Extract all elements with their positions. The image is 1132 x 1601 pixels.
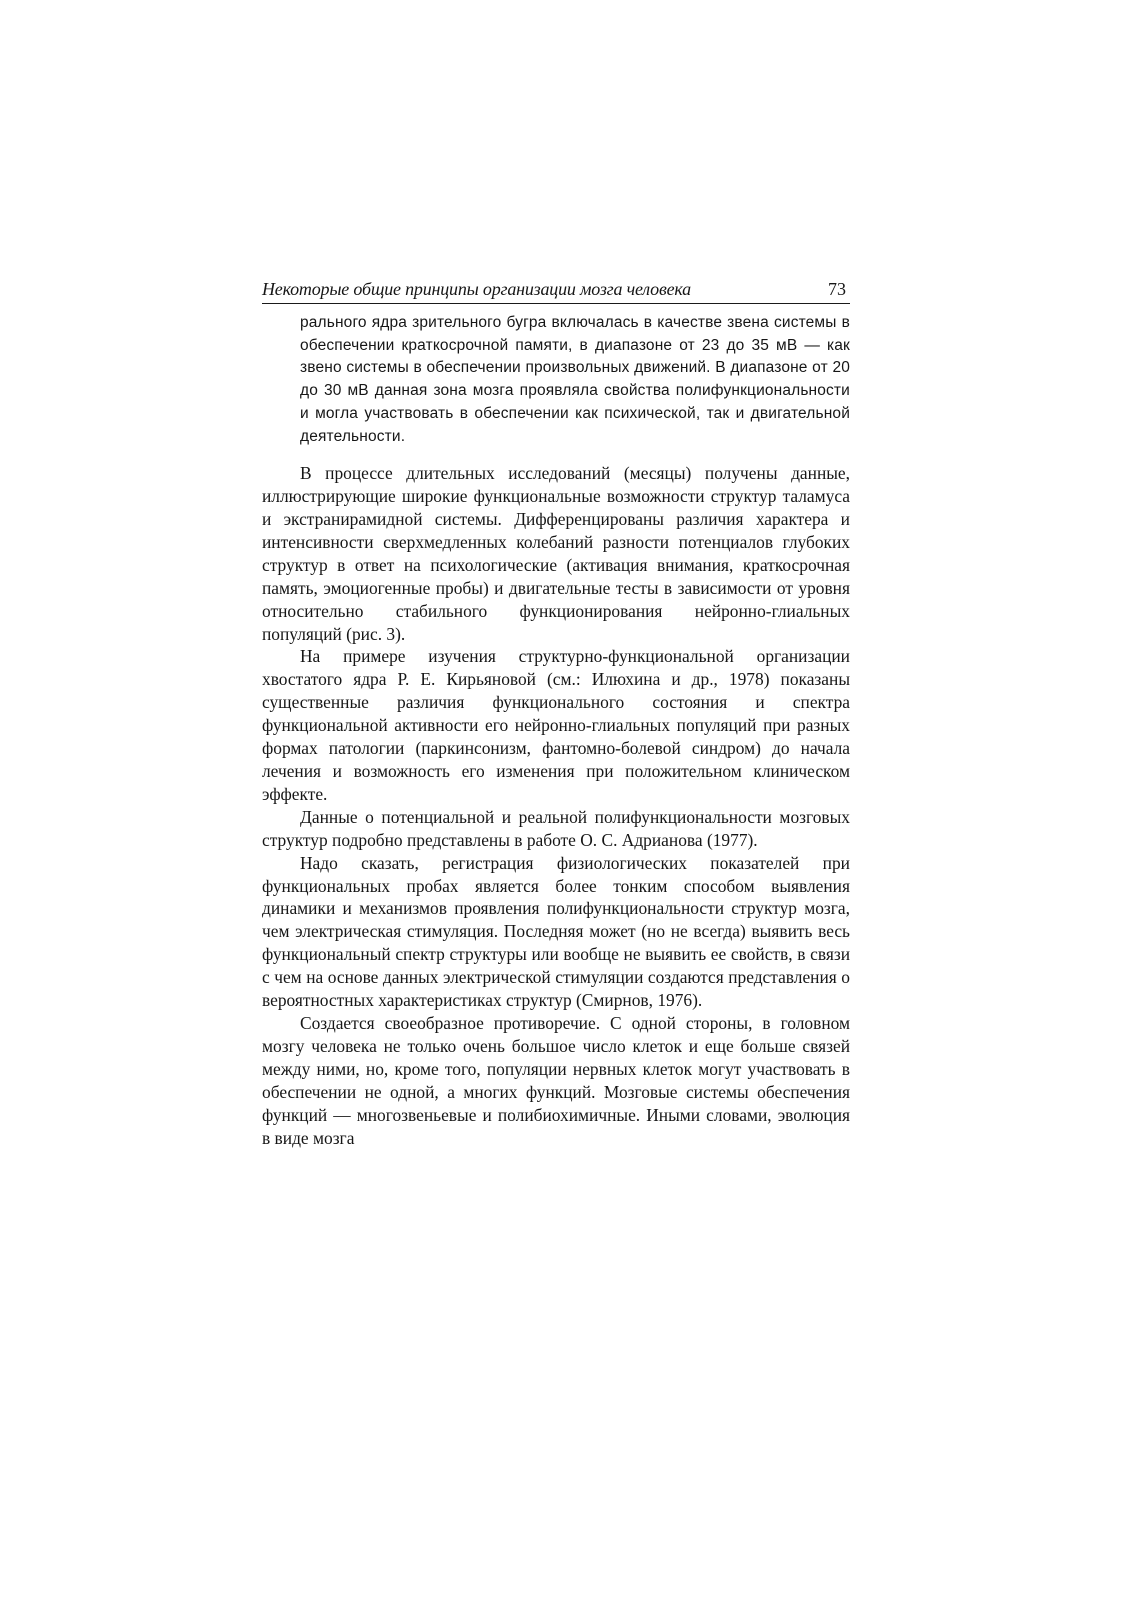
page-number: 73 [828, 279, 846, 299]
paragraph: Надо сказать, регистрация физиологических показателей при функциональных пробах является более тонким способом выявления динамики и механизмов проявления полифункциональности структур мозга, чем электрическая стимуляция. Последняя может (но не всегда) выявить весь функциональный спектр структуры или вообще не выявить ее свойств, в связи с чем на основе данных электрической стимуляции создаются представления о вероятностных характеристиках структур (Смирнов, 1976). [262, 852, 850, 1011]
paragraph: Данные о потенциальной и реальной полифункциональности мозговых структур подробно представлены в работе О. С. Адрианова (1977). [262, 806, 850, 850]
paragraph: На примере изучения структурно-функциональной организации хвостатого ядра Р. Е. Кирьяновой (см.: Илюхина и др., 1978) показаны существенные различия функционального состояния и спектра функциональной активности его нейронно-глиальных популяций при разных формах патологии (паркинсонизм, фантомно-болевой синдром) до начала лечения и возможность его изменения при положительном клиническом эффекте. [262, 646, 850, 804]
body-text [262, 462, 850, 1149]
paragraph: В процессе длительных исследований (месяцы) получены данные, иллюстрирующие широкие функциональные возможности структур таламуса и экстранирамидной системы. Дифференцированы различия характера и интенсивности сверхмедленных колебаний разности потенциалов глубоких структур в ответ на психологические (активация внимания, краткосрочная память, эмоциогенные пробы) и двигательные тесты в зависимости от уровня относительно стабильного функционирования нейронно-глиальных популяций (рис. 3). [262, 463, 850, 644]
running-header [262, 278, 850, 304]
book-page [262, 278, 850, 1149]
paragraph: Создается своеобразное противоречие. С одной стороны, в головном мозгу человека не только очень большое число клеток и еще больше связей между ними, но, кроме того, популяции нервных клеток могут участвовать в обеспечении не одной, а многих функций. Мозговые системы обеспечения функций — многозвеньевые и полибиохимичные. Иными словами, эволюция в виде мозга [262, 1012, 850, 1148]
small-print-excerpt: рального ядра зрительного бугра включалась в качестве звена системы в обеспечении краткосрочной памяти, в диапазоне от 23 до 35 мВ — как звено системы в обеспечении произвольных движений. В диапазоне от 20 до 30 мВ данная зона мозга проявляла свойства полифункциональности и могла участвовать в обеспечении как психической, так и двигательной деятельности. [300, 314, 850, 445]
running-title: Некоторые общие принципы организации мозга человека [262, 279, 691, 299]
